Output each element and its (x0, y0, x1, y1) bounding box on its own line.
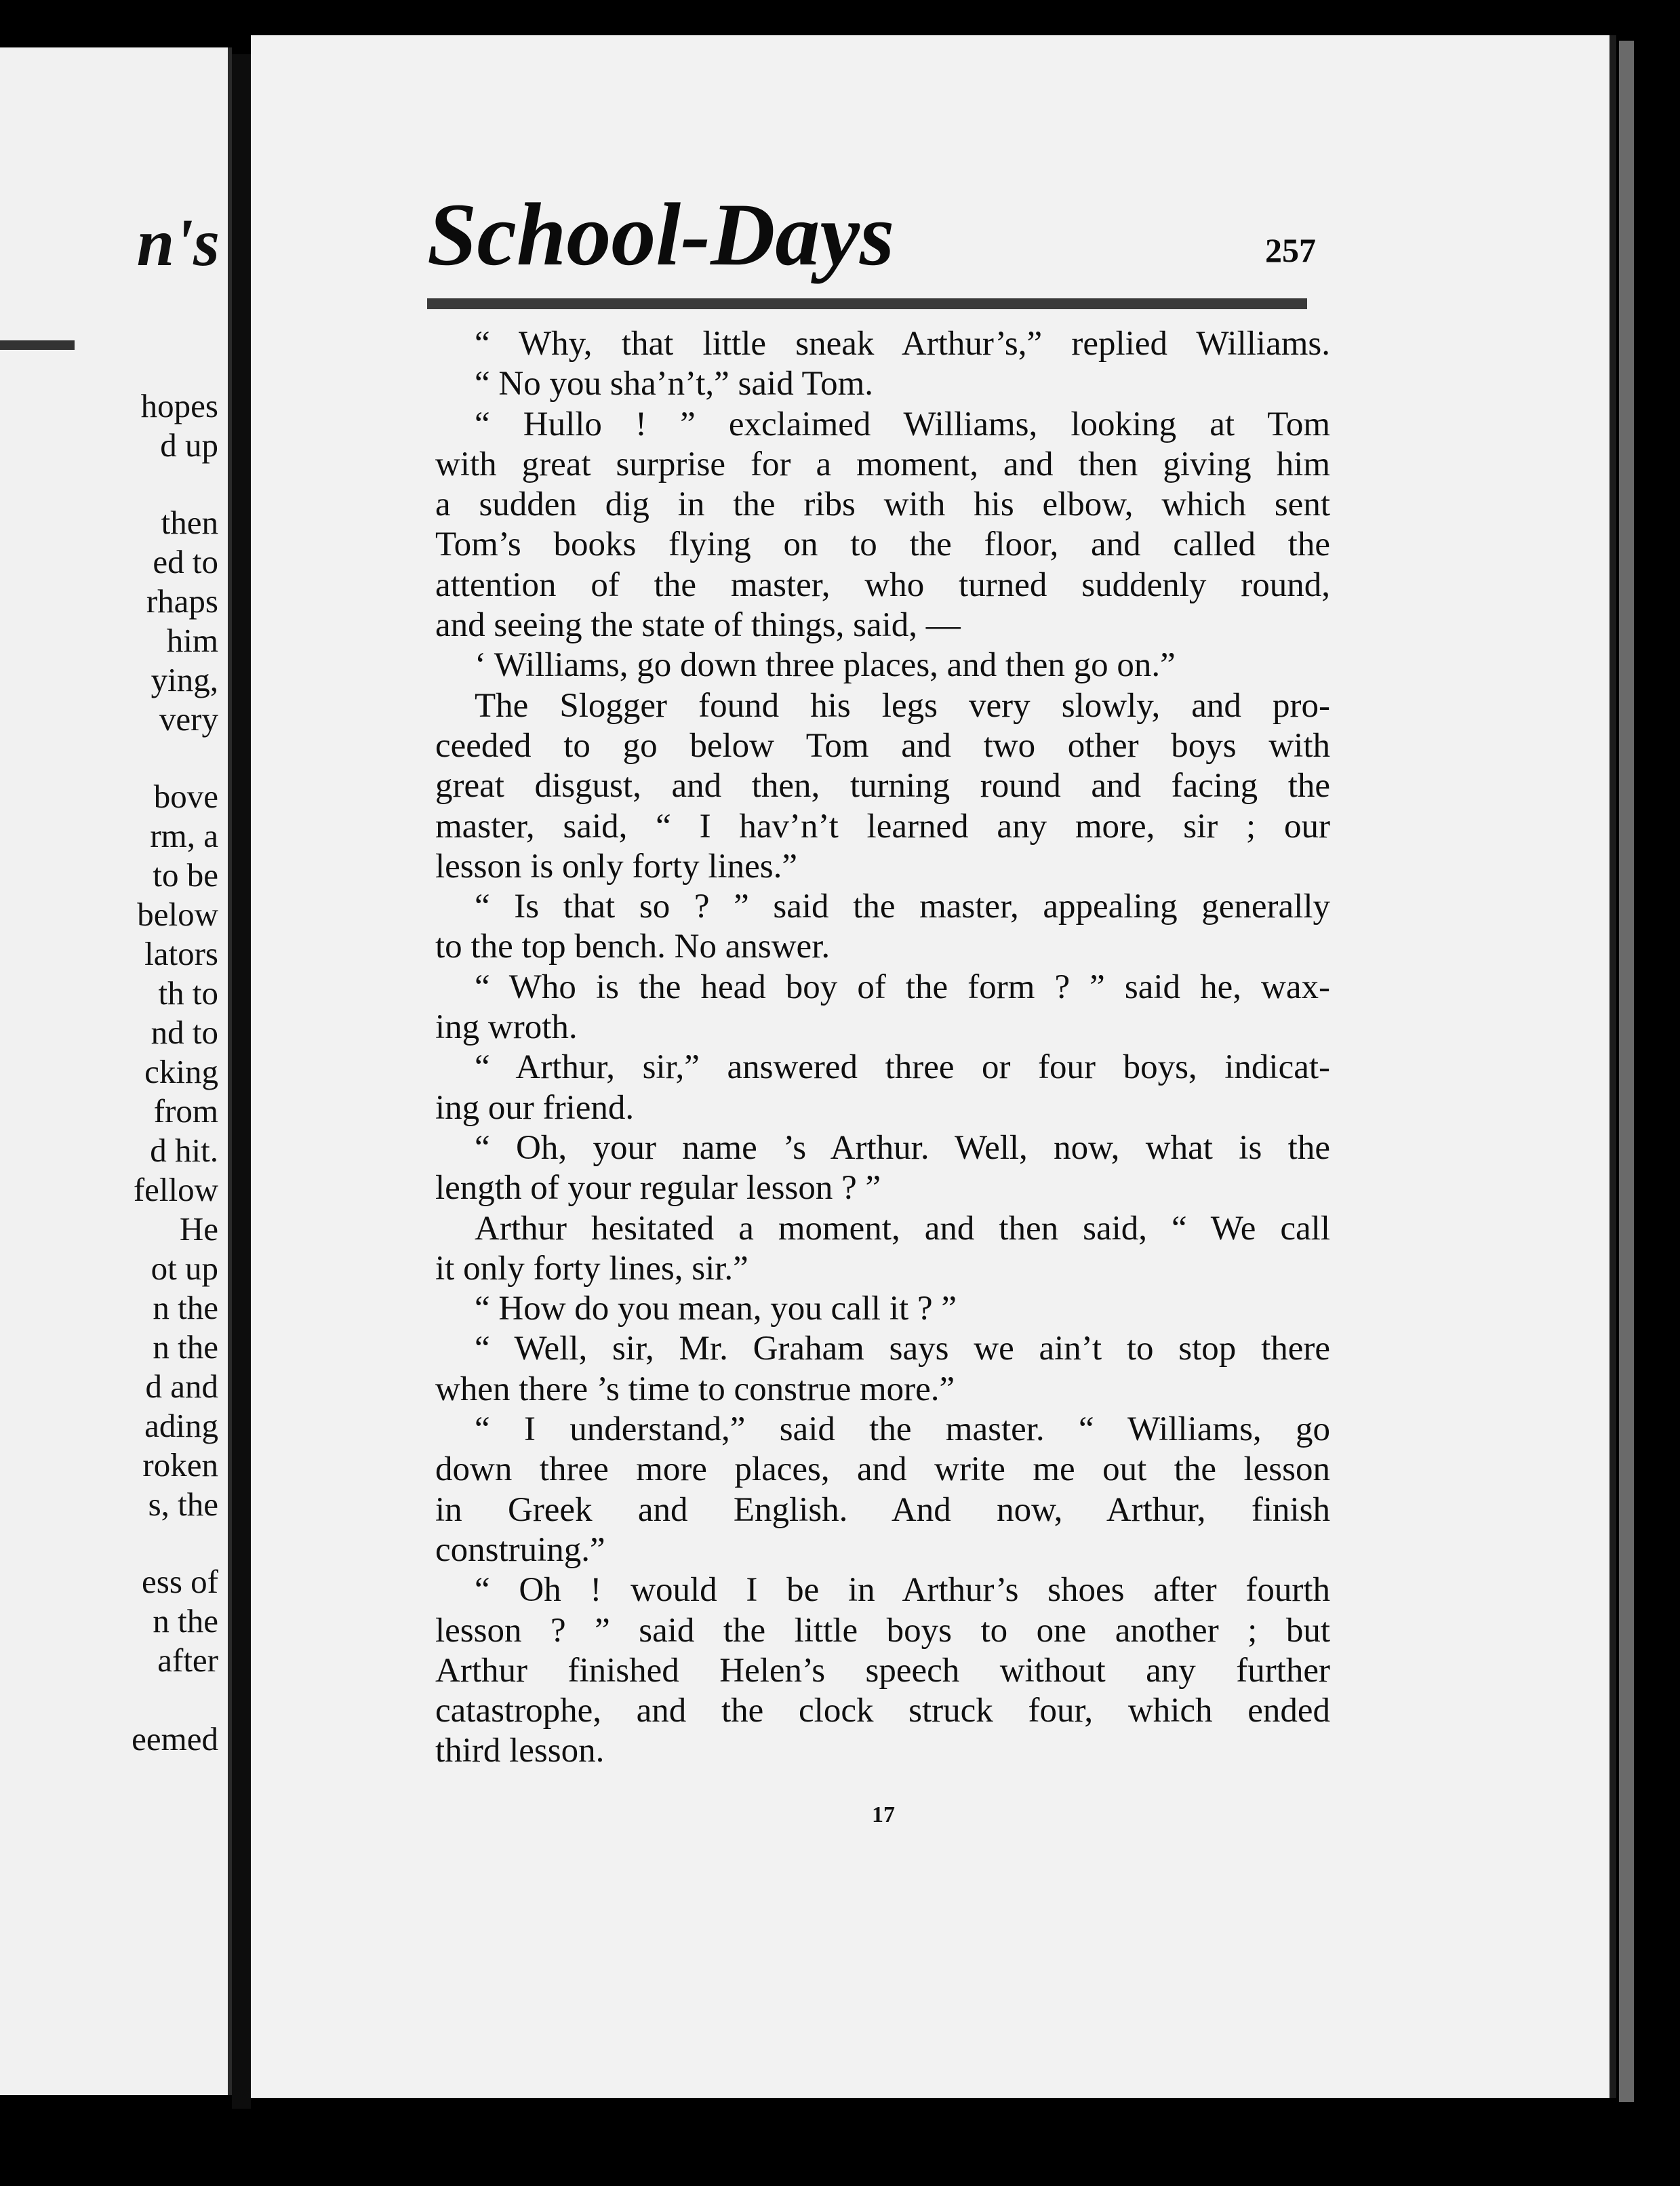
text-line: catastrophe, and the clock struck four, which ended (435, 1692, 1330, 1730)
text-line: “ I understand,” said the master. “ Williams, go (475, 1410, 1330, 1449)
left-page-line: below (137, 896, 218, 933)
left-page-line: th to (158, 974, 218, 1012)
left-page-line: d hit. (150, 1132, 218, 1169)
left-page-heading: n's (136, 205, 220, 280)
text-line: with great surprise for a moment, and then giving him (435, 445, 1330, 483)
left-page-line: d and (145, 1368, 218, 1405)
text-line: down three more places, and write me out the lesson (435, 1450, 1330, 1489)
left-page-line: ot up (151, 1250, 218, 1287)
left-page-line: ed to (153, 543, 218, 580)
text-line: great disgust, and then, turning round and facing the (435, 767, 1330, 806)
text-line: to the top bench. No answer. (435, 928, 831, 966)
text-line: ‘ Williams, go down three places, and then go on.” (475, 646, 1176, 685)
text-line: lesson is only forty lines.” (435, 847, 798, 886)
left-page-line: to be (153, 856, 218, 894)
left-page-line: him (166, 622, 218, 659)
text-line: “ Why, that little sneak Arthur’s,” replied Williams. (475, 325, 1330, 363)
text-line: Tom’s books flying on to the floor, and called the (435, 525, 1330, 564)
text-line: “ Well, sir, Mr. Graham says we ain’t to stop there (475, 1330, 1330, 1368)
text-line: construing.” (435, 1530, 605, 1569)
left-page-line: n the (153, 1602, 218, 1640)
text-line: third lesson. (435, 1732, 605, 1770)
left-page-line: rm, a (150, 817, 218, 854)
text-line: length of your regular lesson ? ” (435, 1169, 881, 1208)
left-page-line: hopes (140, 387, 218, 424)
text-line: ing wroth. (435, 1008, 578, 1047)
left-page-line: lators (144, 935, 218, 972)
text-line: “ Hullo ! ” exclaimed Williams, looking at Tom (475, 405, 1330, 443)
text-line: master, said, “ I hav’n’t learned any more, sir ; our (435, 807, 1330, 846)
left-page-fragment (0, 47, 232, 2095)
left-page-line: ess of (142, 1563, 218, 1600)
text-line: and seeing the state of things, said, — (435, 606, 961, 645)
left-page-line: eemed (132, 1720, 218, 1757)
book-gutter (232, 54, 251, 2109)
left-page-line: after (157, 1642, 218, 1679)
left-page-line: cking (144, 1053, 218, 1090)
text-line: in Greek and English. And now, Arthur, finish (435, 1490, 1330, 1529)
left-page-line: nd to (151, 1014, 218, 1051)
left-page-line: d up (160, 426, 218, 464)
text-line: Arthur finished Helen’s speech without any further (435, 1651, 1330, 1690)
text-line: attention of the master, who turned suddenly round, (435, 565, 1330, 604)
left-page-line: roken (142, 1446, 218, 1484)
text-line: The Slogger found his legs very slowly, and pro- (475, 686, 1330, 725)
header-rule (427, 298, 1307, 309)
text-line: ceeded to go below Tom and two other boys with (435, 726, 1330, 765)
left-page-line: n the (153, 1289, 218, 1326)
left-page-line: ading (144, 1407, 218, 1444)
left-page-line: ying, (151, 661, 218, 698)
left-page-line: from (153, 1092, 218, 1130)
text-line: “ Oh ! would I be in Arthur’s shoes after fourth (475, 1571, 1330, 1610)
text-line: “ Is that so ? ” said the master, appealing generally (475, 888, 1330, 926)
body-text (435, 324, 1330, 1772)
text-line: “ How do you mean, you call it ? ” (475, 1290, 957, 1328)
text-line: Arthur hesitated a moment, and then said, “ We call (475, 1209, 1330, 1248)
left-page-line: He (179, 1210, 218, 1248)
left-page-line: s, the (148, 1486, 218, 1523)
text-line: when there ’s time to construe more.” (435, 1370, 955, 1408)
left-page-line: then (161, 504, 218, 541)
page-edge (1619, 41, 1634, 2102)
text-line: lesson ? ” said the little boys to one another ; but (435, 1611, 1330, 1650)
text-line: “ Who is the head boy of the form ? ” said he, wax- (475, 968, 1330, 1006)
left-page-line: bove (153, 778, 218, 815)
left-page-line: rhaps (146, 582, 218, 620)
text-line: it only forty lines, sir.” (435, 1249, 748, 1288)
signature-mark: 17 (872, 1802, 895, 1827)
left-page-line: n the (153, 1328, 218, 1366)
page-number: 257 (1265, 231, 1316, 269)
text-line: “ No you sha’n’t,” said Tom. (475, 365, 874, 403)
left-page-rule (0, 340, 75, 350)
text-line: a sudden dig in the ribs with his elbow, which sent (435, 485, 1330, 524)
text-line: “ Oh, your name ’s Arthur. Well, now, what is the (475, 1128, 1330, 1167)
left-page-line: very (159, 700, 218, 738)
text-line: ing our friend. (435, 1088, 635, 1127)
running-head: School-Days (427, 184, 895, 284)
text-line: “ Arthur, sir,” answered three or four boys, indicat- (475, 1048, 1330, 1087)
left-page-line: fellow (133, 1171, 218, 1208)
